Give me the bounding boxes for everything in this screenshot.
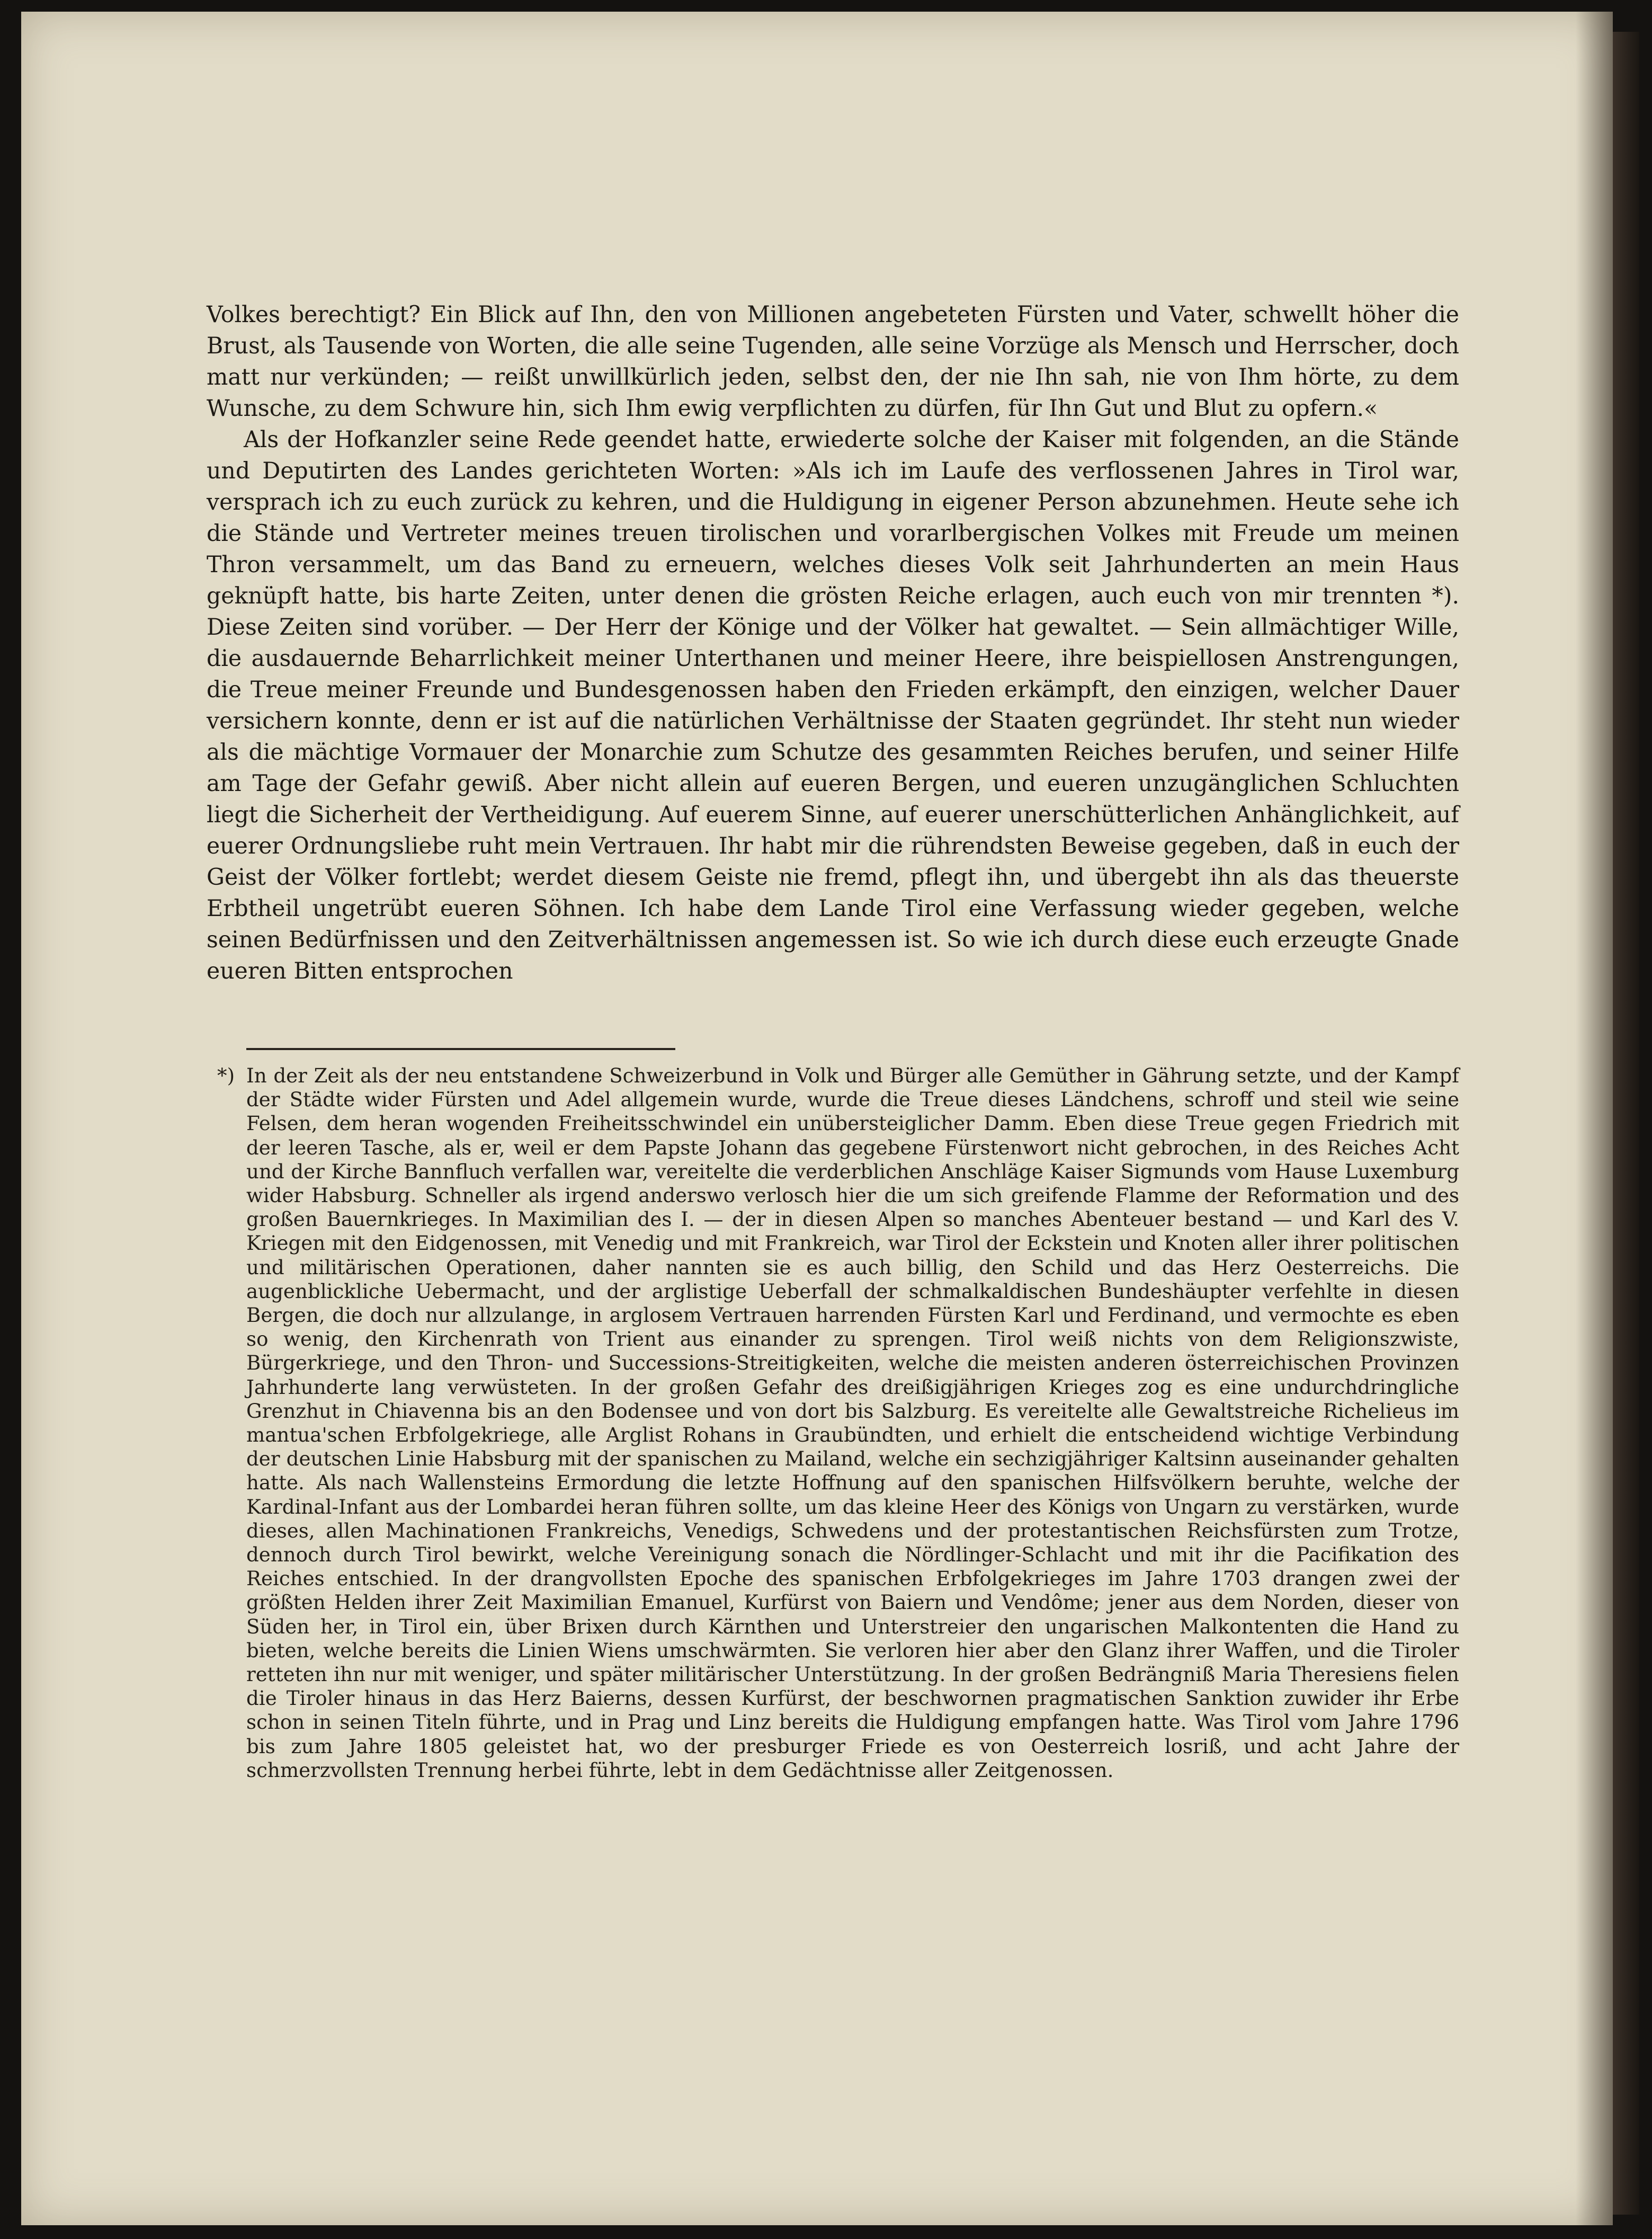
paragraph-continuation: Volkes berechtigt? Ein Blick auf Ihn, den von Millionen angebeteten Fürsten und Vater, schwellt höher die Brust, als Tausende von Worten, die alle seine Tugenden, alle seine Vorzüge als Mensch und Herrscher, doch matt nur verkünden; — reißt unwillkürlich jeden, selbst den, der nie Ihn sah, nie von Ihm hörte, zu dem Wunsche, zu dem Schwure hin, sich Ihm ewig verpflichten zu dürfen, für Ihn Gut und Blut zu opfern.« — [207, 301, 1459, 422]
footnote-marker: *) — [217, 1064, 235, 1087]
page-edge-shadow — [1576, 12, 1613, 2225]
main-text — [207, 299, 1459, 987]
paragraph-kaiser-speech: Als der Hofkanzler seine Rede geendet hatte, erwiederte solche der Kaiser mit folgenden, an die Stände und Deputirten des Landes gerichteten Worten: »Als ich im Laufe des verflossenen Jahres in Tirol war, versprach ich zu euch zurück zu kehren, und die Huldigung in eigener Person abzunehmen. Heute sehe ich die Stände und Vertreter meines treuen tirolischen und vorarlbergischen Volkes mit Freude um meinen Thron versammelt, um das Band zu erneuern, welches dieses Volk seit Jahrhunderten an mein Haus geknüpft hatte, bis harte Zeiten, unter denen die grösten Reiche erlagen, auch euch von mir trennten *). Diese Zeiten sind vorüber. — Der Herr der Könige und der Völker hat gewaltet. — Sein allmächtiger Wille, die ausdauernde Beharrlichkeit meiner Unterthanen und meiner Heere, ihre beispiellosen Anstrengungen, die Treue meiner Freunde und Bundesgenossen haben den Frieden erkämpft, den einzigen, welcher Dauer versichern konnte, denn er ist auf die natürlichen Verhältnisse der Staaten gegründet. Ihr steht nun wieder als die mächtige Vormauer der Monarchie zum Schutze des gesammten Reiches berufen, und seiner Hilfe am Tage der Gefahr gewiß. Aber nicht allein auf eueren Bergen, und eueren unzugänglichen Schluchten liegt die Sicherheit der Vertheidigung. Auf euerem Sinne, auf euerer unerschütterlichen Anhänglichkeit, auf euerer Ordnungsliebe ruht mein Vertrauen. Ihr habt mir die rührendsten Beweise gegeben, daß in euch der Geist der Völker fortlebt; werdet diesem Geiste nie fremd, pflegt ihn, und übergebt ihn als das theuerste Erbtheil ungetrübt eueren Söhnen. Ich habe dem Lande Tirol eine Verfassung wieder gegeben, welche seinen Bedürfnissen und den Zeitverhältnissen angemessen ist. So wie ich durch diese euch erzeugte Gnade eueren Bitten entsprochen — [207, 427, 1459, 984]
footnote — [217, 1064, 1459, 1782]
footnote-text: In der Zeit als der neu entstandene Schweizerbund in Volk und Bürger alle Gemüther in Gährung setzte, und der Kampf der Städte wider Fürsten und Adel allgemein wurde, wurde die Treue dieses Ländchens, schroff und steil wie seine Felsen, dem heran wogenden Freiheitsschwindel ein unübersteiglicher Damm. Eben diese Treue gegen Friedrich mit der leeren Tasche, als er, weil er dem Papste Johann das gegebene Fürstenwort nicht gebrochen, in des Reiches Acht und der Kirche Bannfluch verfallen war, vereitelte die verderblichen Anschläge Kaiser Sigmunds vom Hause Luxemburg wider Habsburg. Schneller als irgend anderswo verlosch hier die um sich greifende Flamme der Reformation und des großen Bauernkrieges. In Maximilian des I. — der in diesen Alpen so manches Abenteuer bestand — und Karl des V. Kriegen mit den Eidgenossen, mit Venedig und mit Frankreich, war Tirol der Eckstein und Knoten aller ihrer politischen und militärischen Operationen, daher nannten sie es auch billig, den Schild und das Herz Oesterreichs. Die augenblickliche Uebermacht, und der arglistige Ueberfall der schmalkaldischen Bundeshäupter verfehlte in diesen Bergen, die doch nur allzulange, in arglosem Vertrauen harrenden Fürsten Karl und Ferdinand, und vermochte es eben so wenig, den Kirchenrath von Trient aus einander zu sprengen. Tirol weiß nichts von dem Religionszwiste, Bürgerkriege, und den Thron- und Successions-Streitigkeiten, welche die meisten anderen österreichischen Provinzen Jahrhunderte lang verwüsteten. In der großen Gefahr des dreißigjährigen Krieges zog es eine undurchdringliche Grenzhut in Chiavenna bis an den Bodensee und von dort bis Salzburg. Es vereitelte alle Gewaltstreiche Richelieus im mantua'schen Erbfolgekriege, alle Arglist Rohans in Graubündten, und erhielt die entscheidend wichtige Verbindung der deutschen Linie Habsburg mit der spanischen zu Mailand, welche ein sechzigjähriger Kaltsinn auseinander gehalten hatte. Als nach Wallensteins Ermordung die letzte Hoffnung auf den spanischen Hilfsvölkern beruhte, welche der Kardinal-Infant aus der Lombardei heran führen sollte, um das kleine Heer des Königs von Ungarn zu verstärken, wurde dieses, allen Machinationen Frankreichs, Venedigs, Schwedens und der protestantischen Reichsfürsten zum Trotze, dennoch durch Tirol bewirkt, welche Vereinigung sonach die Nördlinger-Schlacht und mit ihr die Pacifikation des Reiches entschied. In der drangvollsten Epoche des spanischen Erbfolgekrieges im Jahre 1703 drangen zwei der größten Helden ihrer Zeit Maximilian Emanuel, Kurfürst von Baiern und Vendôme; jener aus dem Norden, dieser von Süden her, in Tirol ein, über Brixen durch Kärnthen und Unterstreier den ungarischen Malkontenten die Hand zu bieten, welche bereits die Linien Wiens umschwärmten. Sie verloren hier aber den Glanz ihrer Waffen, und die Tiroler retteten ihn nur mit weniger, und später militärischer Unterstützung. In der großen Bedrängniß Maria Theresiens fielen die Tiroler hinaus in das Herz Baierns, dessen Kurfürst, der beschwornen pragmatischen Sanktion zuwider ihr Erbe schon in seinen Titeln führte, und in Prag und Linz bereits die Huldigung empfangen hatte. Was Tirol vom Jahre 1796 bis zum Jahre 1805 geleistet hat, wo der presburger Friede es von Oesterreich losriß, und acht Jahre der schmerzvollsten Trennung herbei führte, lebt in dem Gedächtnisse aller Zeitgenossen. — [246, 1064, 1459, 1782]
book-gutter — [1613, 32, 1639, 2215]
footnote-separator — [246, 1048, 675, 1050]
